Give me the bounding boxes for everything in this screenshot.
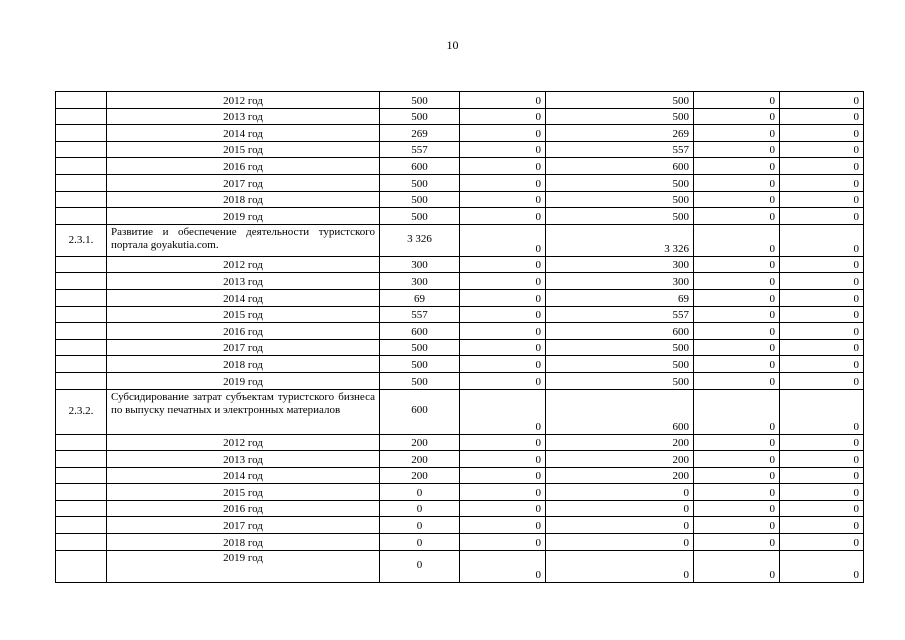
table-row xyxy=(56,256,864,273)
federal-budget-cell: 0 xyxy=(460,174,546,191)
table-row xyxy=(56,500,864,517)
other-sources-cell: 0 xyxy=(780,500,864,517)
other-sources-cell: 0 xyxy=(780,208,864,225)
item-code-cell xyxy=(56,92,107,109)
item-code-cell xyxy=(56,191,107,208)
regional-budget-cell: 0 xyxy=(546,484,694,501)
other-sources-cell: 0 xyxy=(780,372,864,389)
item-code-cell xyxy=(56,339,107,356)
other-sources-cell: 0 xyxy=(780,125,864,142)
federal-budget-cell: 0 xyxy=(460,273,546,290)
total-cell: 500 xyxy=(380,92,460,109)
table-row xyxy=(56,484,864,501)
year-cell: 2014 год xyxy=(107,467,380,484)
item-code-cell xyxy=(56,467,107,484)
total-cell: 500 xyxy=(380,174,460,191)
table-row xyxy=(56,323,864,340)
year-cell: 2017 год xyxy=(107,517,380,534)
year-cell: 2014 год xyxy=(107,125,380,142)
table-row xyxy=(56,158,864,175)
local-budget-cell: 0 xyxy=(694,108,780,125)
regional-budget-cell: 300 xyxy=(546,273,694,290)
local-budget-cell: 0 xyxy=(694,500,780,517)
local-budget-cell: 0 xyxy=(694,484,780,501)
table-row xyxy=(56,92,864,109)
federal-budget-cell: 0 xyxy=(460,224,546,256)
item-code-cell xyxy=(56,484,107,501)
local-budget-cell: 0 xyxy=(694,323,780,340)
regional-budget-cell: 500 xyxy=(546,356,694,373)
year-cell: 2018 год xyxy=(107,356,380,373)
table-row xyxy=(56,125,864,142)
other-sources-cell: 0 xyxy=(780,108,864,125)
table-row xyxy=(56,517,864,534)
local-budget-cell: 0 xyxy=(694,289,780,306)
local-budget-cell: 0 xyxy=(694,92,780,109)
local-budget-cell: 0 xyxy=(694,191,780,208)
table-row xyxy=(56,534,864,551)
item-code-cell xyxy=(56,125,107,142)
other-sources-cell: 0 xyxy=(780,306,864,323)
page-number: 10 xyxy=(446,38,459,52)
federal-budget-cell: 0 xyxy=(460,289,546,306)
total-cell: 3 326 xyxy=(380,224,460,256)
federal-budget-cell: 0 xyxy=(460,500,546,517)
item-code-cell xyxy=(56,372,107,389)
item-code-cell xyxy=(56,323,107,340)
federal-budget-cell: 0 xyxy=(460,306,546,323)
federal-budget-cell: 0 xyxy=(460,158,546,175)
total-cell: 200 xyxy=(380,467,460,484)
other-sources-cell: 0 xyxy=(780,550,864,582)
local-budget-cell: 0 xyxy=(694,550,780,582)
regional-budget-cell: 69 xyxy=(546,289,694,306)
table-row xyxy=(56,451,864,468)
local-budget-cell: 0 xyxy=(694,208,780,225)
item-description-cell: Развитие и обеспечение деятельности туристского портала goyakutia.com. xyxy=(107,224,380,256)
other-sources-cell: 0 xyxy=(780,158,864,175)
year-cell: 2012 год xyxy=(107,434,380,451)
item-code-cell xyxy=(56,289,107,306)
item-code-cell xyxy=(56,141,107,158)
regional-budget-cell: 500 xyxy=(546,174,694,191)
total-cell: 500 xyxy=(380,208,460,225)
year-cell: 2019 год xyxy=(107,372,380,389)
other-sources-cell: 0 xyxy=(780,191,864,208)
other-sources-cell: 0 xyxy=(780,451,864,468)
year-cell: 2016 год xyxy=(107,158,380,175)
table-row xyxy=(56,141,864,158)
table-row xyxy=(56,289,864,306)
regional-budget-cell: 3 326 xyxy=(546,224,694,256)
item-code-cell xyxy=(56,550,107,582)
total-cell: 200 xyxy=(380,434,460,451)
item-code-cell xyxy=(56,256,107,273)
regional-budget-cell: 0 xyxy=(546,500,694,517)
regional-budget-cell: 500 xyxy=(546,208,694,225)
year-cell: 2018 год xyxy=(107,534,380,551)
other-sources-cell: 0 xyxy=(780,289,864,306)
federal-budget-cell: 0 xyxy=(460,356,546,373)
federal-budget-cell: 0 xyxy=(460,550,546,582)
total-cell: 0 xyxy=(380,534,460,551)
local-budget-cell: 0 xyxy=(694,356,780,373)
total-cell: 300 xyxy=(380,256,460,273)
item-description-cell: Субсидирование затрат субъектам туристского бизнеса по выпуску печатных и электронных материалов xyxy=(107,389,380,434)
total-cell: 557 xyxy=(380,141,460,158)
local-budget-cell: 0 xyxy=(694,372,780,389)
local-budget-cell: 0 xyxy=(694,141,780,158)
year-cell: 2013 год xyxy=(107,273,380,290)
other-sources-cell: 0 xyxy=(780,434,864,451)
total-cell: 269 xyxy=(380,125,460,142)
table-row xyxy=(56,108,864,125)
table-row xyxy=(56,467,864,484)
federal-budget-cell: 0 xyxy=(460,125,546,142)
regional-budget-cell: 300 xyxy=(546,256,694,273)
table-row xyxy=(56,372,864,389)
total-cell: 300 xyxy=(380,273,460,290)
federal-budget-cell: 0 xyxy=(460,484,546,501)
local-budget-cell: 0 xyxy=(694,306,780,323)
other-sources-cell: 0 xyxy=(780,339,864,356)
federal-budget-cell: 0 xyxy=(460,451,546,468)
other-sources-cell: 0 xyxy=(780,323,864,340)
regional-budget-cell: 600 xyxy=(546,158,694,175)
total-cell: 600 xyxy=(380,158,460,175)
regional-budget-cell: 500 xyxy=(546,339,694,356)
federal-budget-cell: 0 xyxy=(460,208,546,225)
local-budget-cell: 0 xyxy=(694,451,780,468)
other-sources-cell: 0 xyxy=(780,273,864,290)
local-budget-cell: 0 xyxy=(694,389,780,434)
table-row xyxy=(56,191,864,208)
total-cell: 0 xyxy=(380,550,460,582)
federal-budget-cell: 0 xyxy=(460,108,546,125)
item-code-cell xyxy=(56,158,107,175)
table-row xyxy=(56,356,864,373)
local-budget-cell: 0 xyxy=(694,534,780,551)
federal-budget-cell: 0 xyxy=(460,467,546,484)
item-code-cell xyxy=(56,534,107,551)
table-row xyxy=(56,339,864,356)
item-code-cell xyxy=(56,500,107,517)
year-cell: 2019 год xyxy=(107,208,380,225)
year-cell: 2015 год xyxy=(107,484,380,501)
table-body xyxy=(56,92,864,583)
total-cell: 500 xyxy=(380,108,460,125)
year-cell: 2018 год xyxy=(107,191,380,208)
federal-budget-cell: 0 xyxy=(460,191,546,208)
other-sources-cell: 0 xyxy=(780,141,864,158)
regional-budget-cell: 500 xyxy=(546,191,694,208)
total-cell: 500 xyxy=(380,339,460,356)
year-cell: 2019 год xyxy=(107,550,380,582)
regional-budget-cell: 500 xyxy=(546,92,694,109)
other-sources-cell: 0 xyxy=(780,389,864,434)
year-cell: 2017 год xyxy=(107,339,380,356)
year-cell: 2014 год xyxy=(107,289,380,306)
item-code-cell xyxy=(56,451,107,468)
regional-budget-cell: 0 xyxy=(546,550,694,582)
table-row xyxy=(56,174,864,191)
federal-budget-cell: 0 xyxy=(460,389,546,434)
table-row xyxy=(56,389,864,434)
total-cell: 0 xyxy=(380,517,460,534)
total-cell: 0 xyxy=(380,500,460,517)
local-budget-cell: 0 xyxy=(694,467,780,484)
table-row xyxy=(56,273,864,290)
regional-budget-cell: 500 xyxy=(546,372,694,389)
table-row xyxy=(56,208,864,225)
regional-budget-cell: 557 xyxy=(546,141,694,158)
year-cell: 2015 год xyxy=(107,306,380,323)
total-cell: 500 xyxy=(380,356,460,373)
year-cell: 2016 год xyxy=(107,500,380,517)
other-sources-cell: 0 xyxy=(780,517,864,534)
total-cell: 69 xyxy=(380,289,460,306)
regional-budget-cell: 600 xyxy=(546,323,694,340)
other-sources-cell: 0 xyxy=(780,467,864,484)
other-sources-cell: 0 xyxy=(780,256,864,273)
item-code-cell xyxy=(56,434,107,451)
total-cell: 200 xyxy=(380,451,460,468)
other-sources-cell: 0 xyxy=(780,534,864,551)
regional-budget-cell: 200 xyxy=(546,467,694,484)
other-sources-cell: 0 xyxy=(780,224,864,256)
regional-budget-cell: 500 xyxy=(546,108,694,125)
federal-budget-cell: 0 xyxy=(460,323,546,340)
local-budget-cell: 0 xyxy=(694,125,780,142)
table-row xyxy=(56,224,864,256)
total-cell: 0 xyxy=(380,484,460,501)
year-cell: 2013 год xyxy=(107,108,380,125)
item-code-cell xyxy=(56,273,107,290)
federal-budget-cell: 0 xyxy=(460,141,546,158)
local-budget-cell: 0 xyxy=(694,174,780,191)
regional-budget-cell: 557 xyxy=(546,306,694,323)
item-code-cell xyxy=(56,208,107,225)
total-cell: 500 xyxy=(380,372,460,389)
federal-budget-cell: 0 xyxy=(460,517,546,534)
federal-budget-cell: 0 xyxy=(460,339,546,356)
federal-budget-cell: 0 xyxy=(460,434,546,451)
item-code-cell xyxy=(56,517,107,534)
total-cell: 557 xyxy=(380,306,460,323)
table-row xyxy=(56,306,864,323)
total-cell: 600 xyxy=(380,323,460,340)
regional-budget-cell: 0 xyxy=(546,517,694,534)
item-code-cell: 2.3.2. xyxy=(56,389,107,434)
regional-budget-cell: 600 xyxy=(546,389,694,434)
local-budget-cell: 0 xyxy=(694,273,780,290)
other-sources-cell: 0 xyxy=(780,356,864,373)
local-budget-cell: 0 xyxy=(694,256,780,273)
local-budget-cell: 0 xyxy=(694,434,780,451)
local-budget-cell: 0 xyxy=(694,158,780,175)
year-cell: 2013 год xyxy=(107,451,380,468)
total-cell: 600 xyxy=(380,389,460,434)
year-cell: 2017 год xyxy=(107,174,380,191)
federal-budget-cell: 0 xyxy=(460,534,546,551)
item-code-cell xyxy=(56,108,107,125)
year-cell: 2012 год xyxy=(107,92,380,109)
item-code-cell xyxy=(56,356,107,373)
local-budget-cell: 0 xyxy=(694,517,780,534)
local-budget-cell: 0 xyxy=(694,339,780,356)
federal-budget-cell: 0 xyxy=(460,256,546,273)
year-cell: 2016 год xyxy=(107,323,380,340)
item-code-cell xyxy=(56,306,107,323)
regional-budget-cell: 200 xyxy=(546,434,694,451)
year-cell: 2015 год xyxy=(107,141,380,158)
other-sources-cell: 0 xyxy=(780,174,864,191)
regional-budget-cell: 0 xyxy=(546,534,694,551)
local-budget-cell: 0 xyxy=(694,224,780,256)
item-code-cell: 2.3.1. xyxy=(56,224,107,256)
table-row xyxy=(56,550,864,582)
regional-budget-cell: 200 xyxy=(546,451,694,468)
other-sources-cell: 0 xyxy=(780,484,864,501)
table-row xyxy=(56,434,864,451)
year-cell: 2012 год xyxy=(107,256,380,273)
total-cell: 500 xyxy=(380,191,460,208)
item-code-cell xyxy=(56,174,107,191)
budget-table xyxy=(55,91,864,583)
federal-budget-cell: 0 xyxy=(460,372,546,389)
federal-budget-cell: 0 xyxy=(460,92,546,109)
other-sources-cell: 0 xyxy=(780,92,864,109)
regional-budget-cell: 269 xyxy=(546,125,694,142)
